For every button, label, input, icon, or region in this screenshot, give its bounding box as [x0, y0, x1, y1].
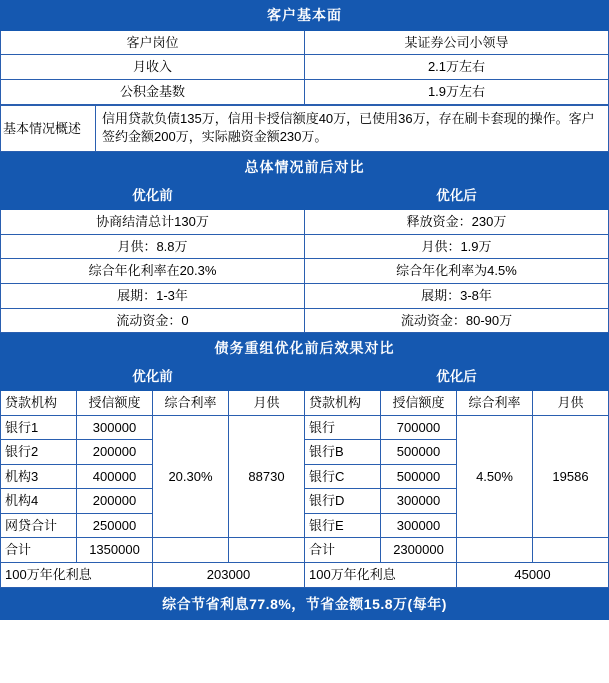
section-basic-summary-table: [0, 105, 609, 153]
table-row: [1, 283, 609, 308]
before-row-0-org: 银行1: [1, 415, 77, 440]
section-overall-head-row: [1, 183, 609, 210]
footer-summary: 综合节省利息77.8%，节省金额15.8万(每年): [1, 588, 609, 620]
before-row-1-amount: 200000: [77, 440, 153, 465]
basic-row-1-label: 月收入: [1, 55, 305, 80]
overall-row-0-after: 释放资金：230万: [305, 210, 609, 235]
overall-row-0-before: 协商结清总计130万: [1, 210, 305, 235]
interest-label-before: 100万年化利息: [1, 563, 153, 588]
overall-row-1-before: 月供：8.8万: [1, 234, 305, 259]
detail-col-after-1: 授信额度: [381, 391, 457, 416]
section-detail-head-row: [1, 363, 609, 390]
section-detail-table: [0, 333, 609, 587]
table-row: [1, 30, 609, 55]
overall-row-4-after: 流动资金：80-90万: [305, 308, 609, 333]
before-row-4-org: 网贷合计: [1, 513, 77, 538]
after-row-4-amount: 300000: [381, 513, 457, 538]
before-row-1-org: 银行2: [1, 440, 77, 465]
before-row-5-amount: 1350000: [77, 538, 153, 563]
section-overall-title: 总体情况前后对比: [1, 153, 609, 183]
overall-row-2-after: 综合年化利率为4.5%: [305, 259, 609, 284]
after-row-2-amount: 500000: [381, 464, 457, 489]
section-basic-title: 客户基本面: [1, 1, 609, 31]
after-row-4-org: 银行E: [305, 513, 381, 538]
interest-value-after: 45000: [457, 563, 609, 588]
interest-value-before: 203000: [153, 563, 305, 588]
basic-row-2-label: 公积金基数: [1, 79, 305, 104]
table-row: [1, 79, 609, 104]
before-row-4-amount: 250000: [77, 513, 153, 538]
after-payment: 19586: [533, 415, 609, 538]
after-row-0-org: 银行: [305, 415, 381, 440]
after-row-1-org: 银行B: [305, 440, 381, 465]
table-row: [1, 105, 609, 152]
overall-row-1-after: 月供：1.9万: [305, 234, 609, 259]
overall-row-3-before: 展期：1-3年: [1, 283, 305, 308]
basic-summary-text: 信用贷款负债135万，信用卡授信额度40万，已使用36万，存在刷卡套现的操作。客户签约金额200万，实际融资金额230万。: [96, 105, 609, 152]
before-row-0-amount: 300000: [77, 415, 153, 440]
table-row: [1, 259, 609, 284]
detail-head-after: 优化后: [305, 363, 609, 390]
detail-col-before-2: 综合利率: [153, 391, 229, 416]
after-rate: 4.50%: [457, 415, 533, 538]
before-rate: 20.30%: [153, 415, 229, 538]
basic-summary-label: 基本情况概述: [1, 105, 96, 152]
detail-col-before-0: 贷款机构: [1, 391, 77, 416]
table-row: [1, 538, 609, 563]
before-row-3-org: 机构4: [1, 489, 77, 514]
before-row-5-org: 合计: [1, 538, 77, 563]
detail-col-before-3: 月供: [229, 391, 305, 416]
after-row-5-amount: 2300000: [381, 538, 457, 563]
section-overall-table: [0, 152, 609, 333]
table-row: [1, 415, 609, 440]
table-row: [1, 308, 609, 333]
interest-row: [1, 563, 609, 588]
table-row: [1, 55, 609, 80]
footer-row: [1, 588, 609, 620]
detail-col-before-1: 授信额度: [77, 391, 153, 416]
before-row-2-org: 机构3: [1, 464, 77, 489]
section-detail-banner-row: [1, 334, 609, 364]
before-row-2-amount: 400000: [77, 464, 153, 489]
after-row-1-amount: 500000: [381, 440, 457, 465]
basic-row-0-value: 某证券公司小领导: [305, 30, 609, 55]
after-row-3-org: 银行D: [305, 489, 381, 514]
basic-row-1-value: 2.1万左右: [305, 55, 609, 80]
detail-head-before: 优化前: [1, 363, 305, 390]
footer-table: [0, 588, 609, 621]
interest-label-after: 100万年化利息: [305, 563, 457, 588]
before-total-rate-empty: [153, 538, 229, 563]
after-row-0-amount: 700000: [381, 415, 457, 440]
table-row: [1, 210, 609, 235]
table-row: [1, 234, 609, 259]
basic-row-2-value: 1.9万左右: [305, 79, 609, 104]
after-total-rate-empty: [457, 538, 533, 563]
section-basic-table: [0, 0, 609, 105]
overall-head-before: 优化前: [1, 183, 305, 210]
overall-row-3-after: 展期：3-8年: [305, 283, 609, 308]
basic-row-0-label: 客户岗位: [1, 30, 305, 55]
after-row-5-org: 合计: [305, 538, 381, 563]
detail-col-after-2: 综合利率: [457, 391, 533, 416]
after-total-payment-empty: [533, 538, 609, 563]
overall-head-after: 优化后: [305, 183, 609, 210]
before-total-payment-empty: [229, 538, 305, 563]
section-basic-banner-row: [1, 1, 609, 31]
section-overall-banner-row: [1, 153, 609, 183]
overall-row-2-before: 综合年化利率在20.3%: [1, 259, 305, 284]
before-row-3-amount: 200000: [77, 489, 153, 514]
after-row-2-org: 银行C: [305, 464, 381, 489]
overall-row-4-before: 流动资金：0: [1, 308, 305, 333]
detail-column-header-row: [1, 391, 609, 416]
section-detail-title: 债务重组优化前后效果对比: [1, 334, 609, 364]
detail-col-after-3: 月供: [533, 391, 609, 416]
detail-col-after-0: 贷款机构: [305, 391, 381, 416]
before-payment: 88730: [229, 415, 305, 538]
after-row-3-amount: 300000: [381, 489, 457, 514]
